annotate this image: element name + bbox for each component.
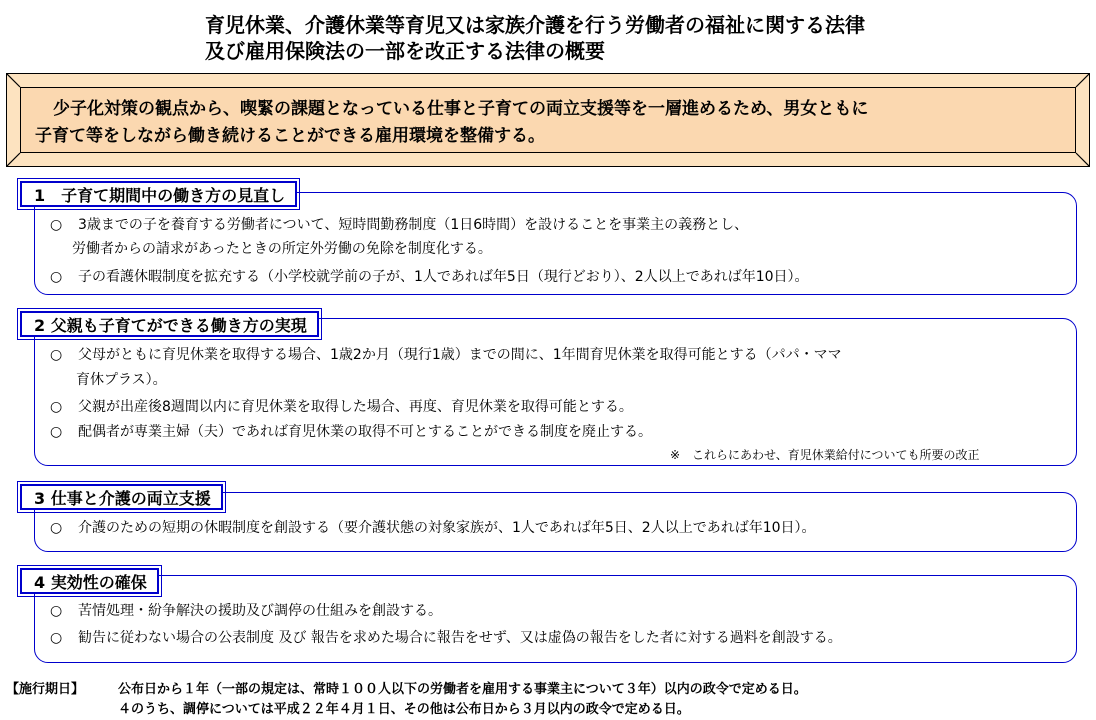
bullet-icon: ○ xyxy=(50,269,63,285)
section-4-item-1 xyxy=(50,601,442,621)
section-1-item-1-line-1 xyxy=(50,215,748,235)
purpose-box xyxy=(6,73,1090,167)
bullet-icon: ○ xyxy=(50,424,63,440)
section-1-heading: 1 子育て期間中の働き方の見直し xyxy=(20,181,297,207)
section-2-item-3 xyxy=(50,422,652,442)
section-2-note: ※ これらにあわせ、育児休業給付についても所要の改正 xyxy=(670,448,980,462)
section-2-item-1-line-2: 育休プラス）。 xyxy=(76,372,167,388)
item-text: 介護のための短期の休暇制度を創設する（要介護状態の対象家族が、1人であれば年5日、2人以上であれば年10日）。 xyxy=(78,520,816,536)
effective-date-line-2: ４のうち、調停については平成２２年４月１日、その他は公布日から３月以内の政令で定める日。 xyxy=(118,702,690,717)
section-4-heading: 4 実効性の確保 xyxy=(20,568,159,594)
bullet-icon: ○ xyxy=(50,630,63,646)
effective-date-line-1: 公布日から１年（一部の規定は、常時１００人以下の労働者を雇用する事業主について３年）以内の政令で定める日。 xyxy=(118,682,807,697)
bullet-icon: ○ xyxy=(50,399,63,415)
item-text: 苦情処理・紛争解決の援助及び調停の仕組みを創設する。 xyxy=(78,603,442,619)
section-3-item-1 xyxy=(50,518,816,538)
item-text: 3歳までの子を養育する労働者について、短時間勤務制度（1日6時間）を設けることを事業主の義務とし、 xyxy=(78,217,749,233)
section-1-item-2 xyxy=(50,267,809,287)
purpose-line-2: 子育て等をしながら働き続けることができる雇用環境を整備する。 xyxy=(35,126,545,146)
item-text: 父母がともに育児休業を取得する場合、1歳2か月（現行1歳）までの間に、1年間育児休業を取得可能とする（パパ・ママ xyxy=(78,347,842,363)
section-2-box xyxy=(34,318,1077,466)
item-text: 配偶者が専業主婦（夫）であれば育児休業の取得不可とすることができる制度を廃止する。 xyxy=(78,424,652,440)
item-text: 父親が出産後8週間以内に育児休業を取得した場合、再度、育児休業を取得可能とする。 xyxy=(78,399,633,415)
purpose-line-1: 少子化対策の観点から、喫緊の課題となっている仕事と子育ての両立支援等を一層進めるため、男女ともに xyxy=(53,99,869,119)
page-title-line-1: 育児休業、介護休業等育児又は家族介護を行う労働者の福祉に関する法律 xyxy=(205,13,865,37)
page-title-line-2: 及び雇用保険法の一部を改正する法律の概要 xyxy=(205,39,605,63)
bullet-icon: ○ xyxy=(50,603,63,619)
section-4-item-2 xyxy=(50,628,842,648)
section-3-heading: 3 仕事と介護の両立支援 xyxy=(20,484,223,510)
section-2-heading: 2 父親も子育てができる働き方の実現 xyxy=(20,311,319,337)
effective-date-label: 【施行期日】 xyxy=(6,682,85,697)
section-1-item-1-line-2: 労働者からの請求があったときの所定外労働の免除を制度化する。 xyxy=(72,241,492,257)
item-text: 勧告に従わない場合の公表制度 及び 報告を求めた場合に報告をせず、又は虚偽の報告をした者に対する過料を創設する。 xyxy=(78,630,842,646)
section-2-item-1-line-1 xyxy=(50,345,842,365)
bullet-icon: ○ xyxy=(50,217,63,233)
section-2-item-2 xyxy=(50,397,633,417)
bullet-icon: ○ xyxy=(50,347,63,363)
item-text: 子の看護休暇制度を拡充する（小学校就学前の子が、1人であれば年5日（現行どおり）、2人以上であれば年10日）。 xyxy=(78,269,809,285)
bullet-icon: ○ xyxy=(50,520,63,536)
purpose-text-panel xyxy=(20,87,1076,153)
